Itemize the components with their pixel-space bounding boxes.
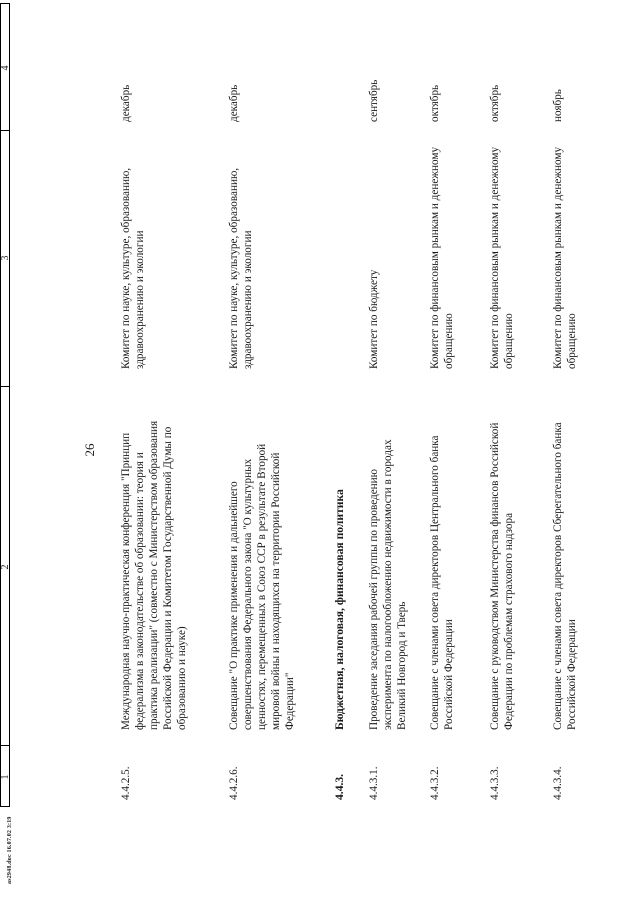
header-divider [0, 806, 10, 807]
column-number: 2 [0, 564, 11, 570]
row-text: Международная научно-практическая конференция "Принцип федерализма в законодательстве об образовании: теория и практика реализации" (совместно с Министерством образования Российской Федерации и Комитетом Государственной Думы по образованию и науке) [120, 420, 188, 730]
header-top-rule [0, 4, 1, 807]
header-bottom-rule [9, 4, 10, 807]
row-date: сентябрь [368, 79, 380, 122]
row-code: 4.4.3.4. [552, 766, 564, 800]
row-text: Совещание с членами совета директоров Сберегательного банка Российской Федерации [552, 422, 578, 730]
row-date: декабрь [228, 84, 240, 122]
row-date: октябрь [489, 84, 501, 122]
page-number: 26 [82, 443, 97, 457]
row-committee: Комитет по финансовым рынкам и денежному обращению [429, 146, 455, 369]
row-committee: Комитет по науке, культуре, образованию, здравоохранению и экологии [120, 167, 146, 369]
row-code: 4.4.2.6. [228, 766, 240, 800]
row-code: 4.4.3.3. [489, 766, 501, 800]
row-text: Совещание с членами совета директоров Центрального банка Российской Федерации [429, 435, 455, 730]
header-divider [0, 386, 10, 387]
section-code: 4.4.3. [333, 773, 346, 800]
header-divider [0, 3, 10, 4]
row-committee: Комитет по финансовым рынкам и денежному обращению [489, 146, 515, 369]
header-divider [0, 745, 10, 746]
row-code: 4.4.3.2. [429, 766, 441, 800]
column-number: 1 [0, 774, 11, 780]
row-date: октябрь [429, 84, 441, 122]
row-text: Совещание "О практике применения и дальнейшего совершенствования Федерального закона "О культурных ценностях, перемещенных в Союз ССР в результате Второй мировой войны и находящихся на территории Российской Федерации" [228, 443, 296, 730]
row-code: 4.4.2.5. [120, 766, 132, 800]
row-committee: Комитет по бюджету [368, 269, 380, 369]
column-number: 4 [0, 65, 11, 71]
row-code: 4.4.3.1. [368, 766, 380, 800]
header-divider [0, 130, 10, 131]
row-text: Проведение заседания рабочей группы по проведению эксперимента по налогообложению недвижимости в городах Великий Новгород и Тверь [368, 439, 408, 730]
row-committee: Комитет по науке, культуре, образованию, здравоохранению и экологии [228, 167, 254, 369]
section-title: Бюджетная, налоговая, финансовая политика [333, 489, 346, 730]
file-footer: as2948.doc 16.07.02 3:19 [7, 816, 13, 884]
row-date: декабрь [120, 84, 132, 122]
row-committee: Комитет по финансовым рынкам и денежному обращению [552, 146, 578, 369]
column-number: 3 [0, 255, 11, 261]
row-text: Совещание с руководством Министерства финансов Российской Федерации по проблемам страхового надзора [489, 422, 515, 730]
row-date: ноябрь [552, 89, 564, 122]
